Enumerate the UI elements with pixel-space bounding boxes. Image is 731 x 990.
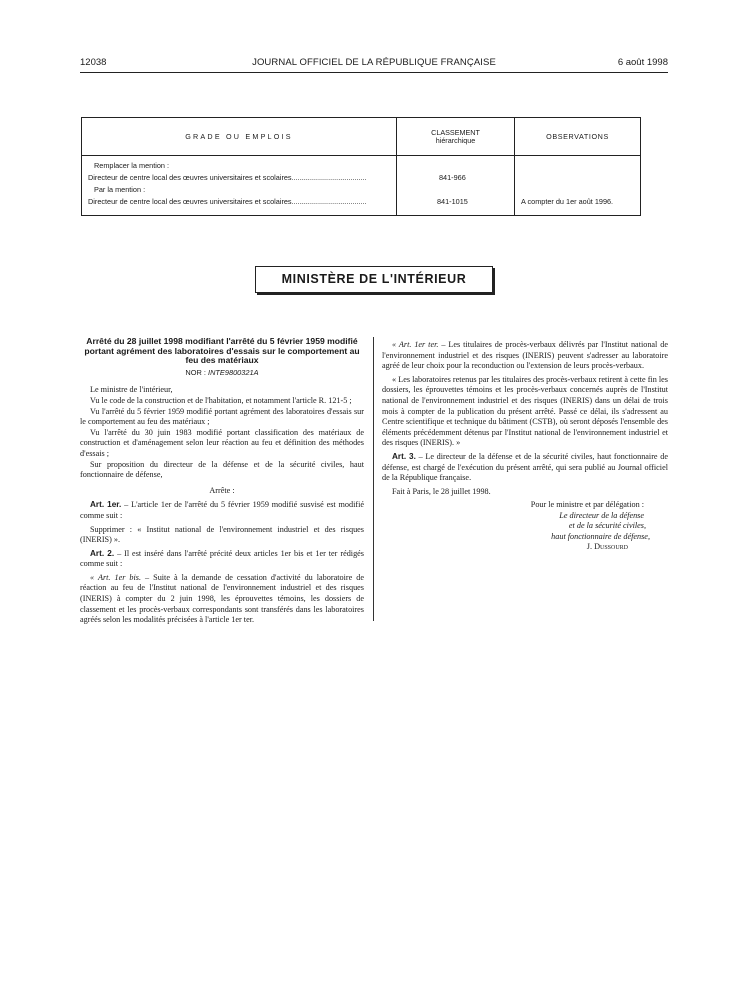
visa-arrete-1983: Vu l'arrêté du 30 juin 1983 modifié portant classification des matériaux de construction et d'aménagement selon leur réaction au feu et définition des méthodes d'essais ;: [80, 427, 364, 458]
row2-text: Directeur de centre local des œuvres universitaires et scolaires.....................................: [88, 197, 367, 206]
signature-title-2: et de la sécurité civiles,: [568, 521, 646, 531]
visa-arrete-1959: Vu l'arrêté du 5 février 1959 modifié portant agrément des laboratoires d'essais sur le comportement au feu des matériaux ;: [80, 406, 364, 427]
article-1ter-label: « Art. 1er ter.: [392, 340, 439, 349]
replace-label: Remplacer la mention :: [94, 161, 170, 170]
page-number: 12038: [80, 57, 107, 68]
nor-code: INTE9800321A: [208, 367, 259, 377]
nor-label: NOR :: [185, 367, 206, 377]
article-1-label: Art. 1er.: [90, 500, 122, 510]
signature-delegation: Pour le ministre et par délégation :: [530, 500, 644, 510]
article-3-label: Art. 3.: [392, 451, 416, 461]
signature-title-3: haut fonctionnaire de défense,: [551, 531, 650, 541]
article-1bis-label: « Art. 1er bis.: [90, 572, 142, 582]
column-divider: [373, 337, 374, 621]
article-1-text: – L'article 1er de l'arrêté du 5 février 1959 modifié susvisé est modifié comme suit :: [80, 500, 364, 520]
header-classement-sub: hiérarchique: [435, 135, 476, 145]
supprimer-text: Supprimer : « Institut national de l'environnement industriel et des risques (INERIS) ».: [80, 524, 364, 545]
article-3: [382, 452, 668, 484]
decree-left-column: [80, 337, 364, 626]
observations-cell: [515, 156, 641, 216]
article-2-text: – Il est inséré dans l'arrêté précité deux articles 1er bis et 1er ter rédigés comme suit :: [80, 548, 364, 569]
arrete-label: Arrête :: [209, 485, 235, 495]
row2-obs: A compter du 1er août 1996.: [521, 197, 614, 206]
nor-reference: [80, 368, 364, 379]
article-1ter-text: – Les titulaires de procès-verbaux délivrés par l'Institut national de l'environnement industriel et des risques (INERIS) peuvent s'adresser au laboratoire agréé de leur choix pour la reconduction ou l'extension de leurs procès-verbaux.: [382, 340, 669, 371]
fait-a-paris: Fait à Paris, le 28 juillet 1998.: [392, 486, 491, 496]
visa-proposal: Sur proposition du directeur de la défense et de la sécurité civiles, haut fonctionnaire de défense,: [80, 459, 364, 480]
laboratories-paragraph: « Les laboratoires retenus par les titulaires des procès-verbaux retirent à cette fin les dossiers, les éprouvettes témoins et les procès-verbaux concernés auprès de l'Institut national de l'environnement industriel et des risques (INERIS) dans un délai de trois mois à compter de la publication du présent arrêté. Passé ce délai, ils s'adressent au Centre scientifique et technique du bâtiment (CSTB), où seront déposés l'ensemble des éléments précédemment détenus par l'Institut national de l'environnement industriel et des risques (INERIS). »: [382, 374, 668, 448]
row1-text: Directeur de centre local des œuvres universitaires et scolaires.....................................: [88, 173, 367, 182]
article-2: [80, 549, 364, 570]
by-label: Par la mention :: [94, 185, 146, 194]
row2-class: 841-1015: [437, 197, 468, 206]
header-rule: [80, 72, 668, 73]
row1-class: 841-966: [439, 173, 466, 182]
classement-cell: [397, 156, 515, 216]
grade-table: [81, 117, 641, 216]
running-header: [80, 57, 668, 71]
visa-code: Vu le code de la construction et de l'habitation, et notamment l'article R. 121-5 ;: [90, 395, 352, 405]
decree-right-column: [382, 337, 668, 553]
article-1ter: [382, 340, 668, 372]
signature-title-1: Le directeur de la défense: [559, 510, 644, 520]
article-2-label: Art. 2.: [90, 548, 115, 558]
grade-cell: [82, 156, 397, 216]
decree-title: Arrêté du 28 juillet 1998 modifiant l'arrêté du 5 février 1959 modifié portant agrément des laboratoires d'essais sur le comportement au feu des matériaux: [84, 336, 360, 366]
article-1: [80, 500, 364, 521]
article-3-text: – Le directeur de la défense et de la sécurité civiles, haut fonctionnaire de défense, est chargé de l'exécution du présent arrêté, qui sera publié au Journal officiel de la République française.: [382, 451, 668, 483]
signatory-name: J. Dussourd: [586, 542, 628, 552]
header-observations: OBSERVATIONS: [515, 118, 641, 156]
header-grade: GRADE OU EMPLOIS: [82, 118, 397, 156]
article-1bis-start: [80, 573, 364, 626]
journal-title: JOURNAL OFFICIEL DE LA RÉPUBLIQUE FRANÇAISE: [252, 57, 496, 68]
article-1bis-text: – Suite à la demande de cessation d'activité du laboratoire de réaction au feu de l'Institut national de l'environnement industriel et des risques (INERIS) à compter du 2 juin 1998, les éprouvettes témoins, les dossiers de classement et les procès-verbaux correspondants sont transférés dans les laboratoires agréés selon les modalités précisées à l'article 1er ter.: [80, 572, 364, 625]
publication-date: 6 août 1998: [617, 57, 668, 68]
header-classement-title: CLASSEMENT: [431, 127, 480, 137]
ministry-heading: MINISTÈRE DE L'INTÉRIEUR: [255, 266, 493, 293]
header-classement: [397, 118, 515, 156]
visa-minister: Le ministre de l'intérieur,: [90, 385, 173, 395]
